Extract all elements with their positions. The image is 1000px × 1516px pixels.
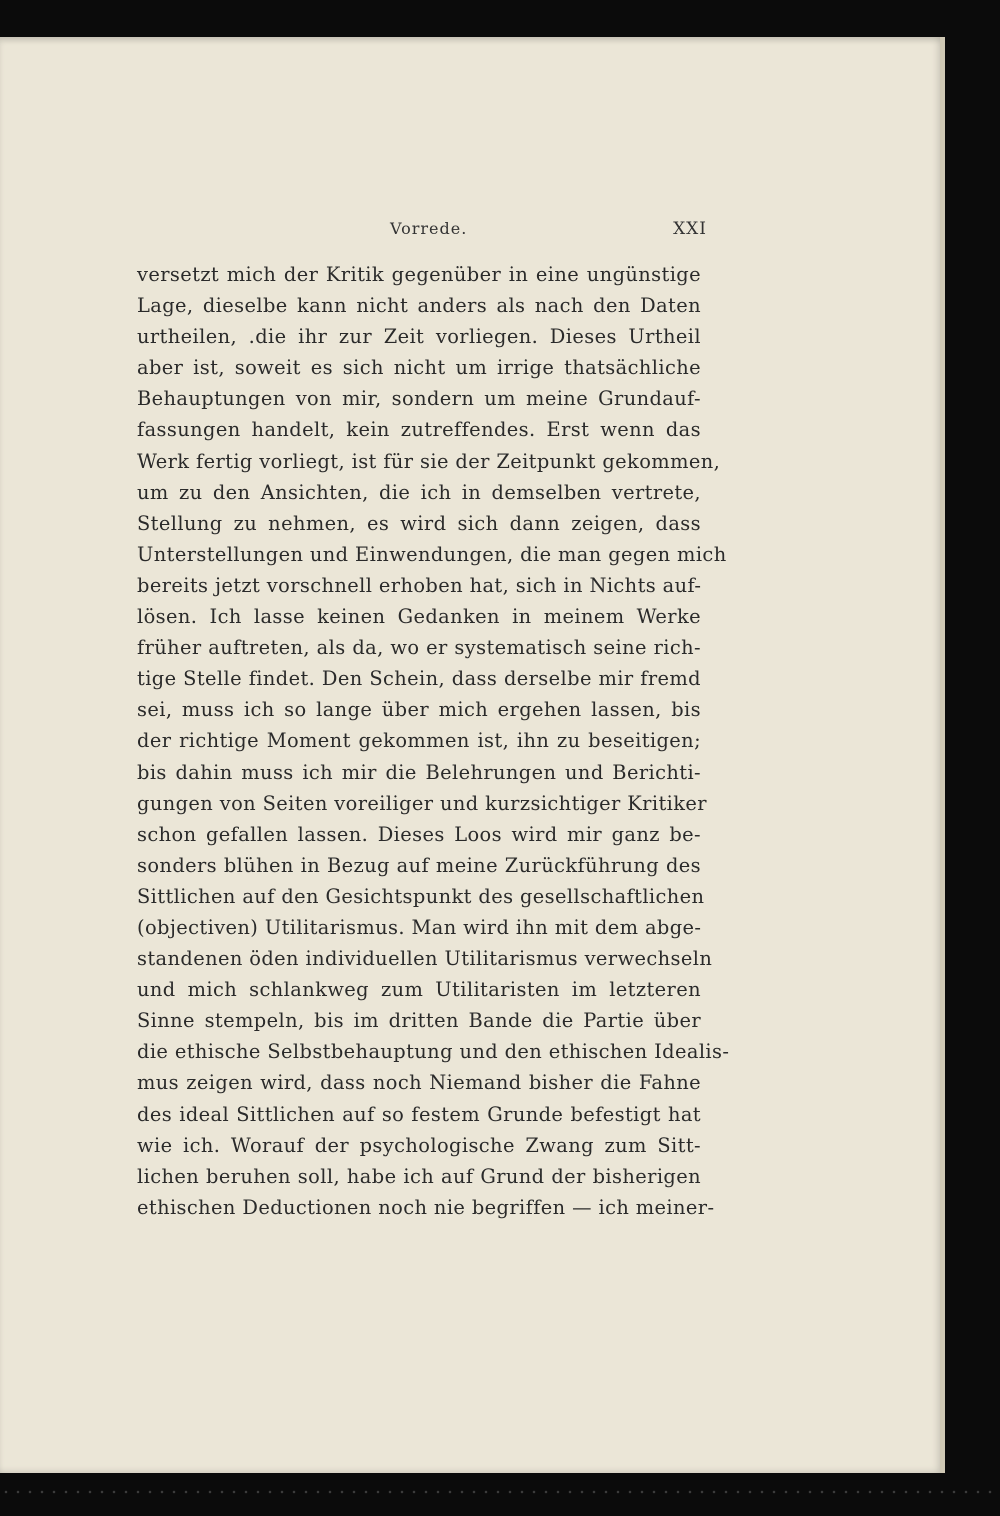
text-line: des ideal Sittlichen auf so festem Grunde befestigt hat bbox=[137, 1102, 701, 1126]
text-line: früher auftreten, als da, wo er systematisch seine rich- bbox=[137, 636, 701, 660]
text-line: aber ist, soweit es sich nicht um irrige thatsächliche bbox=[137, 356, 701, 380]
scan-border-dots bbox=[0, 1488, 1000, 1496]
text-line: Lage, dieselbe kann nicht anders als nach den Daten bbox=[137, 294, 701, 318]
page-edge bbox=[940, 37, 945, 1473]
text-line: lösen. Ich lasse keinen Gedanken in meinem Werke bbox=[137, 605, 701, 629]
text-line: bereits jetzt vorschnell erhoben hat, sich in Nichts auf- bbox=[137, 573, 702, 597]
running-head bbox=[137, 219, 707, 243]
text-line: schon gefallen lassen. Dieses Loos wird mir ganz be- bbox=[137, 822, 701, 846]
text-line: sei, muss ich so lange über mich ergehen lassen, bis bbox=[137, 698, 701, 722]
text-line: versetzt mich der Kritik gegenüber in eine ungünstige bbox=[137, 263, 701, 286]
text-line: bis dahin muss ich mir die Belehrungen und Berichti- bbox=[137, 760, 701, 784]
text-line: um zu den Ansichten, die ich in demselben vertrete, bbox=[137, 480, 701, 504]
text-line: der richtige Moment gekommen ist, ihn zu beseitigen; bbox=[137, 729, 701, 753]
text-line: Sittlichen auf den Gesichtspunkt des gesellschaftlichen bbox=[137, 884, 705, 908]
text-line: fassungen handelt, kein zutreffendes. Erst wenn das bbox=[137, 418, 701, 442]
text-line: Werk fertig vorliegt, ist für sie der Zeitpunkt gekommen, bbox=[137, 449, 721, 473]
body-text bbox=[137, 259, 730, 1223]
text-line: (objectiven) Utilitarismus. Man wird ihn mit dem abge- bbox=[137, 915, 702, 939]
text-line: standenen öden individuellen Utilitarismus verwechseln bbox=[137, 947, 713, 971]
text-line: Behauptungen von mir, sondern um meine Grundauf- bbox=[137, 387, 701, 411]
running-head-title: Vorrede. bbox=[390, 219, 468, 238]
text-line: wie ich. Worauf der psychologische Zwang zum Sitt- bbox=[137, 1133, 701, 1157]
text-line: tige Stelle findet. Den Schein, dass derselbe mir fremd bbox=[137, 667, 701, 691]
text-line: lichen beruhen soll, habe ich auf Grund der bisherigen bbox=[137, 1164, 701, 1188]
text-line: gungen von Seiten voreiliger und kurzsichtiger Kritiker bbox=[137, 791, 707, 815]
text-line: Sinne stempeln, bis im dritten Bande die Partie über bbox=[137, 1009, 701, 1033]
text-line: Unterstellungen und Einwendungen, die man gegen mich bbox=[137, 542, 727, 566]
text-line: und mich schlankweg zum Utilitaristen im letzteren bbox=[137, 978, 701, 1002]
text-line: Stellung zu nehmen, es wird sich dann zeigen, dass bbox=[137, 511, 701, 535]
text-line: urtheilen, .die ihr zur Zeit vorliegen. Dieses Urtheil bbox=[137, 325, 701, 349]
text-line: sonders blühen in Bezug auf meine Zurückführung des bbox=[137, 853, 701, 877]
page-number: XXI bbox=[673, 219, 707, 239]
text-line: mus zeigen wird, dass noch Niemand bisher die Fahne bbox=[137, 1071, 701, 1095]
text-line: die ethische Selbstbehauptung und den ethischen Idealis- bbox=[137, 1040, 730, 1064]
text-line: ethischen Deductionen noch nie begriffen — ich meiner- bbox=[137, 1195, 715, 1219]
